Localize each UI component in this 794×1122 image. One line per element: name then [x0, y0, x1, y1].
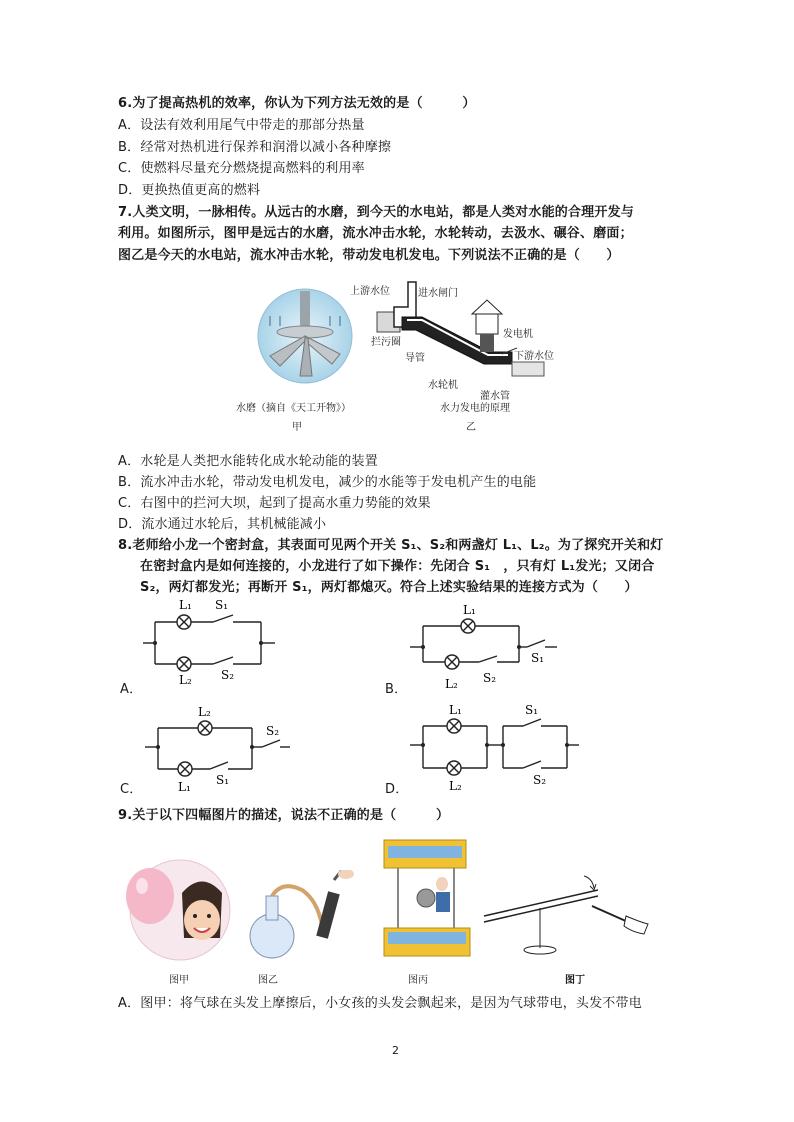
- fig2-label: 图乙: [258, 975, 278, 986]
- circuit-b-l1: L₁: [463, 603, 476, 617]
- figure-water-mill: [250, 286, 360, 386]
- q7-option-b: B．流水冲击水轮，带动发电机发电，减少的水能等于发电机产生的电能: [118, 475, 537, 490]
- circuit-a: [135, 595, 285, 685]
- figure-water-tanks: [378, 832, 478, 964]
- label-pipe: 导管: [405, 353, 425, 364]
- q7-option-d: D．流水通过水轮后，其机械能减小: [118, 517, 327, 532]
- q8-stem-line3: S₂，两灯都发光；再断开 S₁，两灯都熄灭。符合上述实验结果的连接方式为（ ）: [140, 580, 638, 595]
- label-irrigation: 灌水管: [480, 391, 510, 402]
- fig4-label: 图丁: [565, 975, 585, 986]
- circuit-d: [405, 700, 585, 792]
- figure-rod-pivot: [478, 862, 658, 962]
- q9-option-a: A．图甲：将气球在头发上摩擦后，小女孩的头发会飘起来，是因为气球带电，头发不带电: [118, 996, 642, 1011]
- circuit-c-l2: L₂: [198, 705, 211, 719]
- fig-yi-label: 乙: [466, 422, 476, 433]
- option-d-label: D．: [385, 782, 409, 797]
- label-gate: 进水闸门: [418, 288, 458, 299]
- q6-option-c: C．使燃料尽量充分燃烧提高燃料的利用率: [118, 161, 365, 176]
- circuit-c-s2: S₂: [266, 724, 280, 738]
- circuit-b-s2: S₂: [483, 671, 497, 685]
- q6-option-b: B．经常对热机进行保养和润滑以减小各种摩擦: [118, 140, 392, 155]
- label-generator: 发电机: [503, 329, 533, 340]
- fig-jia-caption: 水磨（摘自《天工开物》）: [236, 403, 351, 414]
- label-turbine: 水轮机: [428, 380, 458, 391]
- figure-flask-pump: [242, 870, 367, 962]
- q7-option-c: C．右图中的拦河大坝，起到了提高水重力势能的效果: [118, 496, 431, 511]
- option-c-label: C．: [120, 782, 143, 797]
- q7-stem-line2: 利用。如图所示，图甲是远古的水磨，流水冲击水轮，水轮转动，去汲水、碾谷、磨面；: [118, 226, 633, 241]
- circuit-a-s2: S₂: [221, 668, 235, 682]
- label-upstream: 上游水位: [350, 286, 390, 297]
- circuit-a-s1: S₁: [215, 598, 229, 612]
- q6-stem: 6.为了提高热机的效率，你认为下列方法无效的是（ ）: [118, 96, 476, 111]
- circuit-d-s1: S₁: [525, 703, 539, 717]
- q6-option-a: A．设法有效利用尾气中带走的那部分热量: [118, 118, 365, 133]
- q8-stem-line1: 8.老师给小龙一个密封盒，其表面可见两个开关 S₁、S₂和两盏灯 L₁、L₂。为了探究开关和灯: [118, 538, 664, 553]
- circuit-b-s1: S₁: [531, 651, 545, 665]
- fig3-label: 图丙: [408, 975, 428, 986]
- figure-girl-balloon: [122, 858, 234, 962]
- q8-stem-line2: 在密封盒内是如何连接的，小龙进行了如下操作：先闭合 S₁ ，只有灯 L₁发光；又闭合: [140, 559, 655, 574]
- fig-yi-caption: 水力发电的原理: [440, 403, 510, 414]
- circuit-a-l1: L₁: [179, 598, 192, 612]
- circuit-b-l2: L₂: [445, 677, 458, 691]
- q6-option-d: D．更换热值更高的燃料: [118, 183, 261, 198]
- fig-jia-label: 甲: [292, 422, 302, 433]
- circuit-a-l2: L₂: [179, 673, 192, 685]
- page-number: 2: [392, 1044, 399, 1057]
- q7-stem-line1: 7.人类文明，一脉相传。从远古的水磨，到今天的水电站，都是人类对水能的合理开发与: [118, 205, 634, 220]
- label-downstream: 下游水位: [514, 351, 554, 362]
- circuit-d-s2: S₂: [533, 773, 547, 787]
- circuit-c-s1: S₁: [216, 773, 230, 787]
- circuit-c-l1: L₁: [178, 780, 191, 792]
- option-a-label: A．: [120, 682, 143, 697]
- option-b-label: B．: [385, 682, 408, 697]
- circuit-d-l1: L₁: [449, 703, 462, 717]
- fig1-label: 图甲: [169, 975, 189, 986]
- q7-stem-line3: 图乙是今天的水电站，流水冲击水轮，带动发电机发电。下列说法不正确的是（ ）: [118, 248, 620, 263]
- q9-stem: 9.关于以下四幅图片的描述，说法不正确的是（ ）: [118, 808, 450, 823]
- circuit-b: [405, 602, 565, 692]
- label-trash-rack: 拦污圈: [371, 337, 401, 348]
- q7-option-a: A．水轮是人类把水能转化成水轮动能的装置: [118, 454, 378, 469]
- circuit-c: [140, 702, 295, 792]
- circuit-d-l2: L₂: [449, 779, 462, 792]
